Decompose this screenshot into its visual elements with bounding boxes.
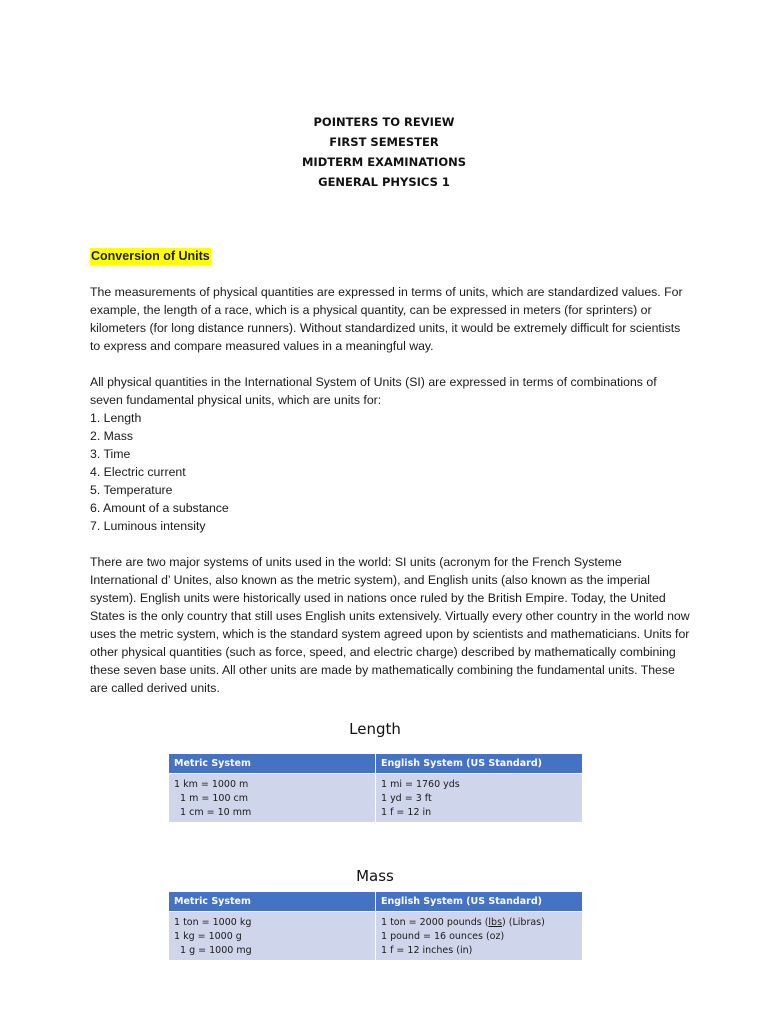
cell-line [381, 916, 577, 930]
length-metric-cell [169, 774, 376, 823]
list-item: 6. Amount of a substance [90, 501, 229, 515]
length-header-metric: Metric System [169, 754, 376, 774]
list-item: 2. Mass [90, 429, 134, 443]
mass-table [169, 892, 582, 960]
cell-line: 1 m = 100 cm [174, 793, 248, 804]
length-english-cell [376, 774, 583, 823]
cell-line: 1 kg = 1000 g [174, 931, 242, 942]
list-item: 4. Electric current [90, 465, 186, 479]
cell-line: 1 km = 1000 m [174, 779, 249, 790]
paragraph-unit-systems: There are two major systems of units used in the world: SI units (acronym for the French Systeme International d’ Unites, also known as the metric system), and English units (also known as the imperial system). English units were historically used in nations once ruled by the British Empire. Today, the United States is the only country that still uses English units extensively. Virtually every other country in the world now uses the metric system, which is the standard system agreed upon by scientists and mathematicians. Units for other physical quantities (such as force, speed, and electric charge) described by mathematically combining these seven base units. All other units are made by mathematically combining the fundamental units. These are called derived units. [90, 555, 690, 695]
paragraph-si-units [90, 373, 690, 535]
cell-line: 1 f = 12 inches (in) [381, 945, 473, 956]
cell-line: 1 yd = 3 ft [381, 793, 432, 804]
cell-text: 1 ton = 2000 pounds ( [381, 917, 489, 928]
length-table-title: Length [349, 720, 401, 738]
header-line-2: FIRST SEMESTER [329, 135, 439, 149]
fundamental-units-list [90, 409, 690, 535]
cell-text: ) (Libras) [502, 917, 545, 928]
cell-line: 1 cm = 10 mm [174, 807, 252, 818]
list-item: 3. Time [90, 447, 131, 461]
list-item: 5. Temperature [90, 483, 173, 497]
section-heading: Conversion of Units [91, 249, 210, 263]
table-row [169, 912, 582, 961]
length-header-english: English System (US Standard) [376, 754, 583, 774]
cell-text-underlined: lbs [488, 917, 503, 928]
document-header [0, 112, 768, 192]
paragraph-intro: The measurements of physical quantities are expressed in terms of units, which are standardized values. For example, the length of a race, which is a physical quantity, can be expressed in meters (for sprinters) or kilometers (for long distance runners). Without standardized units, it would be extremely difficult for scientists to express and compare measured values in a meaningful way. [90, 285, 683, 353]
si-units-intro: All physical quantities in the International System of Units (SI) are expressed in terms of combinations of seven fundamental physical units, which are units for: [90, 375, 657, 407]
length-table [169, 754, 582, 822]
mass-table-title: Mass [356, 867, 394, 885]
mass-header-english: English System (US Standard) [376, 892, 583, 912]
header-line-3: MIDTERM EXAMINATIONS [301, 155, 467, 169]
cell-line: 1 f = 12 in [381, 807, 432, 818]
list-item: 7. Luminous intensity [90, 519, 206, 533]
cell-line: 1 g = 1000 mg [174, 945, 252, 956]
header-line-4: GENERAL PHYSICS 1 [318, 175, 450, 189]
cell-line: 1 ton = 1000 kg [174, 917, 252, 928]
mass-english-cell [376, 912, 583, 961]
header-line-1: POINTERS TO REVIEW [313, 115, 455, 129]
cell-line: 1 pound = 16 ounces (oz) [381, 931, 505, 942]
table-row [169, 774, 582, 823]
list-item: 1. Length [90, 411, 142, 425]
mass-header-metric: Metric System [169, 892, 376, 912]
mass-metric-cell [169, 912, 376, 961]
cell-line: 1 mi = 1760 yds [381, 779, 460, 790]
